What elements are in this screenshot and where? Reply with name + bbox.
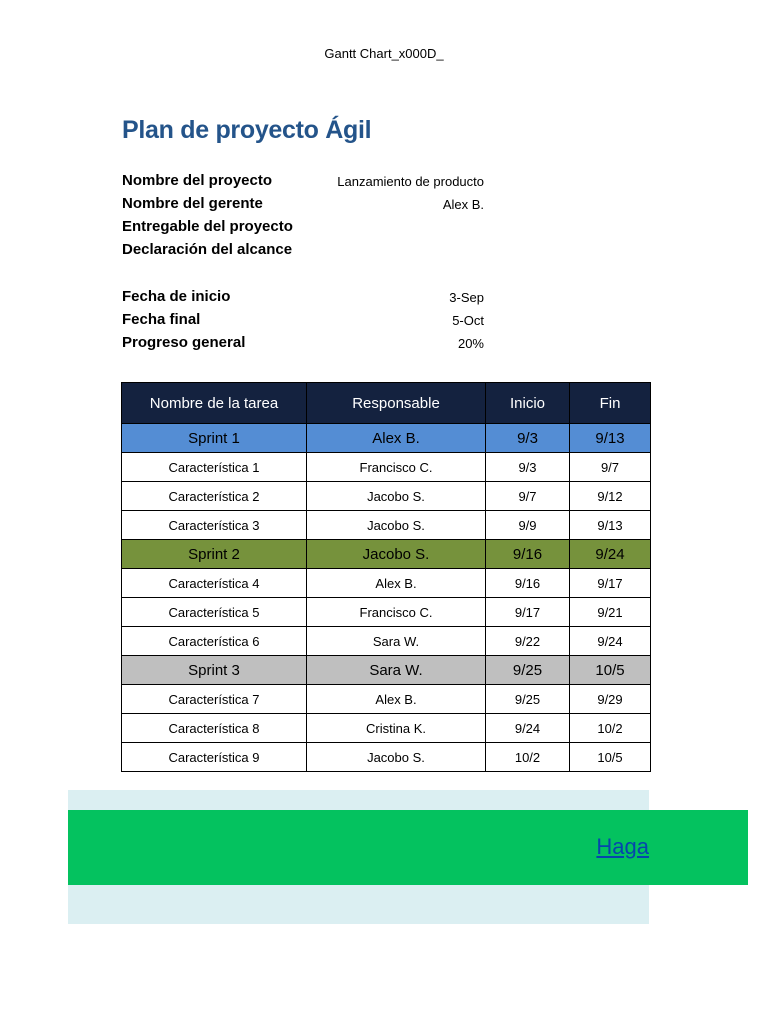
task-name-cell: Característica 2 — [122, 482, 307, 511]
owner-cell: Alex B. — [307, 424, 486, 453]
page-header: Gantt Chart_x000D_ — [324, 46, 444, 61]
column-header-owner: Responsable — [307, 383, 486, 424]
info-value: 3-Sep — [449, 290, 484, 305]
end-cell: 9/12 — [570, 482, 651, 511]
end-cell: 10/5 — [570, 743, 651, 772]
task-table-body — [122, 424, 651, 772]
start-cell: 9/9 — [486, 511, 570, 540]
info-value: 5-Oct — [452, 313, 484, 328]
info-label: Fecha final — [122, 311, 201, 328]
dates-info — [122, 287, 484, 356]
info-value: Lanzamiento de producto — [337, 174, 484, 189]
table-row — [122, 569, 651, 598]
task-name-cell: Característica 5 — [122, 598, 307, 627]
start-cell: 9/16 — [486, 569, 570, 598]
start-cell: 9/16 — [486, 540, 570, 569]
table-row — [122, 685, 651, 714]
info-row-progress — [122, 333, 484, 356]
task-name-cell: Sprint 3 — [122, 656, 307, 685]
end-cell: 10/2 — [570, 714, 651, 743]
start-cell: 9/7 — [486, 482, 570, 511]
end-cell: 9/24 — [570, 627, 651, 656]
start-cell: 9/25 — [486, 656, 570, 685]
info-row-start-date — [122, 287, 484, 310]
owner-cell: Francisco C. — [307, 453, 486, 482]
start-cell: 9/17 — [486, 598, 570, 627]
sprint-row — [122, 540, 651, 569]
task-name-cell: Sprint 1 — [122, 424, 307, 453]
info-value: 20% — [457, 336, 484, 351]
end-cell: 9/17 — [570, 569, 651, 598]
task-name-cell: Característica 4 — [122, 569, 307, 598]
page-title: Plan de proyecto Ágil — [122, 116, 372, 144]
task-name-cell: Característica 1 — [122, 453, 307, 482]
column-header-task: Nombre de la tarea — [122, 383, 307, 424]
info-label: Declaración del alcance — [122, 241, 293, 258]
end-cell: 9/7 — [570, 453, 651, 482]
info-row-scope — [122, 240, 484, 263]
task-name-cell: Sprint 2 — [122, 540, 307, 569]
info-row-manager — [122, 194, 484, 217]
info-label: Progreso general — [122, 334, 246, 351]
owner-cell: Jacobo S. — [307, 482, 486, 511]
table-row — [122, 627, 651, 656]
start-cell: 9/3 — [486, 424, 570, 453]
info-label: Nombre del gerente — [122, 195, 263, 212]
task-name-cell: Característica 7 — [122, 685, 307, 714]
task-name-cell: Característica 9 — [122, 743, 307, 772]
project-info — [122, 171, 484, 263]
owner-cell: Francisco C. — [307, 598, 486, 627]
table-row — [122, 598, 651, 627]
promo-banner — [68, 810, 748, 885]
end-cell: 9/29 — [570, 685, 651, 714]
end-cell: 10/5 — [570, 656, 651, 685]
column-header-start: Inicio — [486, 383, 570, 424]
start-cell: 9/24 — [486, 714, 570, 743]
sprint-row — [122, 424, 651, 453]
owner-cell: Sara W. — [307, 656, 486, 685]
end-cell: 9/21 — [570, 598, 651, 627]
info-label: Fecha de inicio — [122, 288, 231, 305]
table-row — [122, 482, 651, 511]
end-cell: 9/13 — [570, 424, 651, 453]
owner-cell: Alex B. — [307, 569, 486, 598]
table-row — [122, 714, 651, 743]
owner-cell: Jacobo S. — [307, 743, 486, 772]
task-name-cell: Característica 8 — [122, 714, 307, 743]
start-cell: 9/3 — [486, 453, 570, 482]
task-name-cell: Característica 3 — [122, 511, 307, 540]
start-cell: 9/25 — [486, 685, 570, 714]
table-row — [122, 743, 651, 772]
owner-cell: Sara W. — [307, 627, 486, 656]
start-cell: 10/2 — [486, 743, 570, 772]
owner-cell: Jacobo S. — [307, 540, 486, 569]
table-row — [122, 511, 651, 540]
sprint-row — [122, 656, 651, 685]
task-table — [121, 382, 651, 772]
column-header-end: Fin — [570, 383, 651, 424]
start-cell: 9/22 — [486, 627, 570, 656]
table-header-row — [122, 383, 651, 424]
banner-link[interactable]: Haga — [596, 834, 649, 859]
info-label: Entregable del proyecto — [122, 218, 293, 235]
info-value: Alex B. — [442, 197, 484, 212]
table-row — [122, 453, 651, 482]
info-label: Nombre del proyecto — [122, 172, 273, 189]
end-cell: 9/24 — [570, 540, 651, 569]
owner-cell: Cristina K. — [307, 714, 486, 743]
info-row-end-date — [122, 310, 484, 333]
owner-cell: Alex B. — [307, 685, 486, 714]
end-cell: 9/13 — [570, 511, 651, 540]
owner-cell: Jacobo S. — [307, 511, 486, 540]
info-row-project-name — [122, 171, 484, 194]
info-row-deliverable — [122, 217, 484, 240]
task-name-cell: Característica 6 — [122, 627, 307, 656]
